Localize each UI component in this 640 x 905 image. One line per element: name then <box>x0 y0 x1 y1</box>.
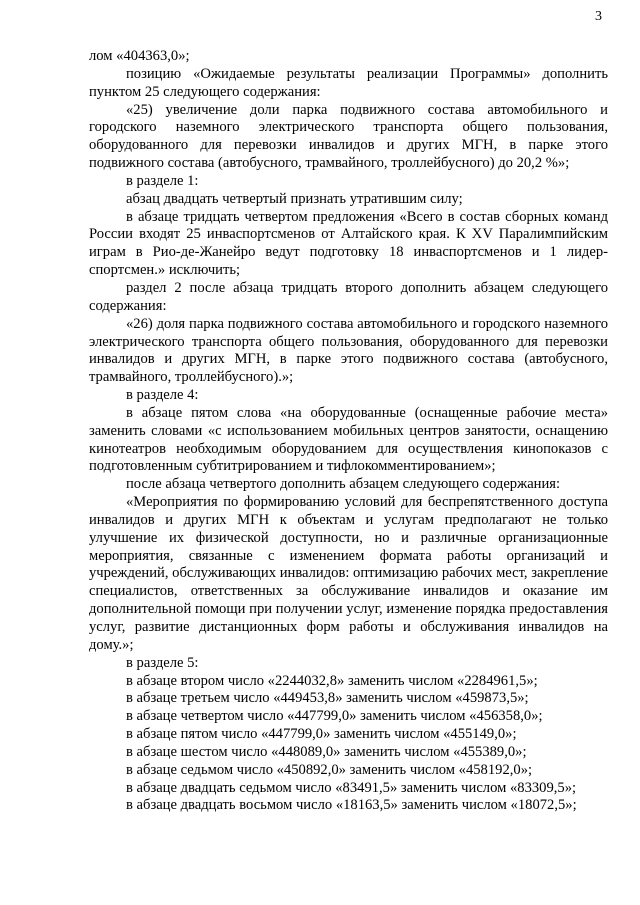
paragraph: в разделе 1: <box>126 172 199 189</box>
paragraph: в абзаце тридцать четвертом предложения «Всего в состав сборных команд России входят 25 инваспортсменов от Алтайского края. К XV Паралимпийским играм в Рио-де-Жанейро ведут подготовку 18 инваспортсменов и 1 лидер-спортсмен.» исключить; <box>89 208 608 279</box>
paragraph: после абзаца четвертого дополнить абзацем следующего содержания: <box>126 476 561 493</box>
paragraph: в абзаце двадцать седьмом число «83491,5» заменить числом «83309,5»; <box>126 779 577 796</box>
document-body <box>89 48 608 815</box>
paragraph: в разделе 5: <box>126 654 199 671</box>
paragraph: раздел 2 после абзаца тридцать второго дополнить абзацем следующего содержания: <box>89 279 608 314</box>
paragraph: в абзаце пятом число «447799,0» заменить числом «455149,0»; <box>126 726 517 743</box>
paragraph: в разделе 4: <box>126 387 199 404</box>
paragraph: в абзаце втором число «2244032,8» заменить числом «2284961,5»; <box>126 672 538 689</box>
paragraph: «Мероприятия по формированию условий для беспрепятственного доступа инвалидов и других МГН к объектам и услугам предполагают не только улучшение их физической доступности, но и различные организационные мероприятия, связанные с изменением формата работы организаций и учреждений, обслуживающих инвалидов: оптимизацию рабочих мест, закрепление специалистов, ответственных за обслуживание инвалидов и оказание им дополнительной помощи при получении услуг, изменение порядка предоставления услуг, развитие дистанционных форм работы и обслуживания инвалидов на дому.»; <box>89 494 608 653</box>
page-number: 3 <box>595 9 602 24</box>
paragraph: в абзаце седьмом число «450892,0» заменить числом «458192,0»; <box>126 761 533 778</box>
paragraph: абзац двадцать четвертый признать утратившим силу; <box>126 190 463 207</box>
paragraph: в абзаце четвертом число «447799,0» заменить числом «456358,0»; <box>126 708 543 725</box>
paragraph: позицию «Ожидаемые результаты реализации Программы» дополнить пунктом 25 следующего содержания: <box>89 65 608 100</box>
paragraph: в абзаце третьем число «449453,8» заменить числом «459873,5»; <box>126 690 529 707</box>
paragraph: в абзаце шестом число «448089,0» заменить числом «455389,0»; <box>126 743 527 760</box>
paragraph: лом «404363,0»; <box>89 48 190 64</box>
paragraph: в абзаце пятом слова «на оборудованные (оснащенные рабочие места» заменить словами «с использованием мобильных центров занятости, оснащению кинотеатров необходимым оборудованием для осуществления кинопоказов с подготовленным субтитрированием и тифлокомментированием»; <box>89 404 608 475</box>
paragraph: в абзаце двадцать восьмом число «18163,5» заменить числом «18072,5»; <box>126 797 577 814</box>
paragraph: «25) увеличение доли парка подвижного состава автомобильного и городского наземного электрического транспорта общего пользования, оборудованного для перевозки инвалидов и других МГН, в парке этого подвижного состава (автобусного, трамвайного, троллейбусного) до 20,2 %»; <box>89 101 608 172</box>
paragraph: «26) доля парка подвижного состава автомобильного и городского наземного электрического транспорта общего пользования, оборудованного для перевозки инвалидов и других МГН, в парке этого подвижного состава (автобусного, трамвайного, троллейбусного).»; <box>89 315 608 386</box>
